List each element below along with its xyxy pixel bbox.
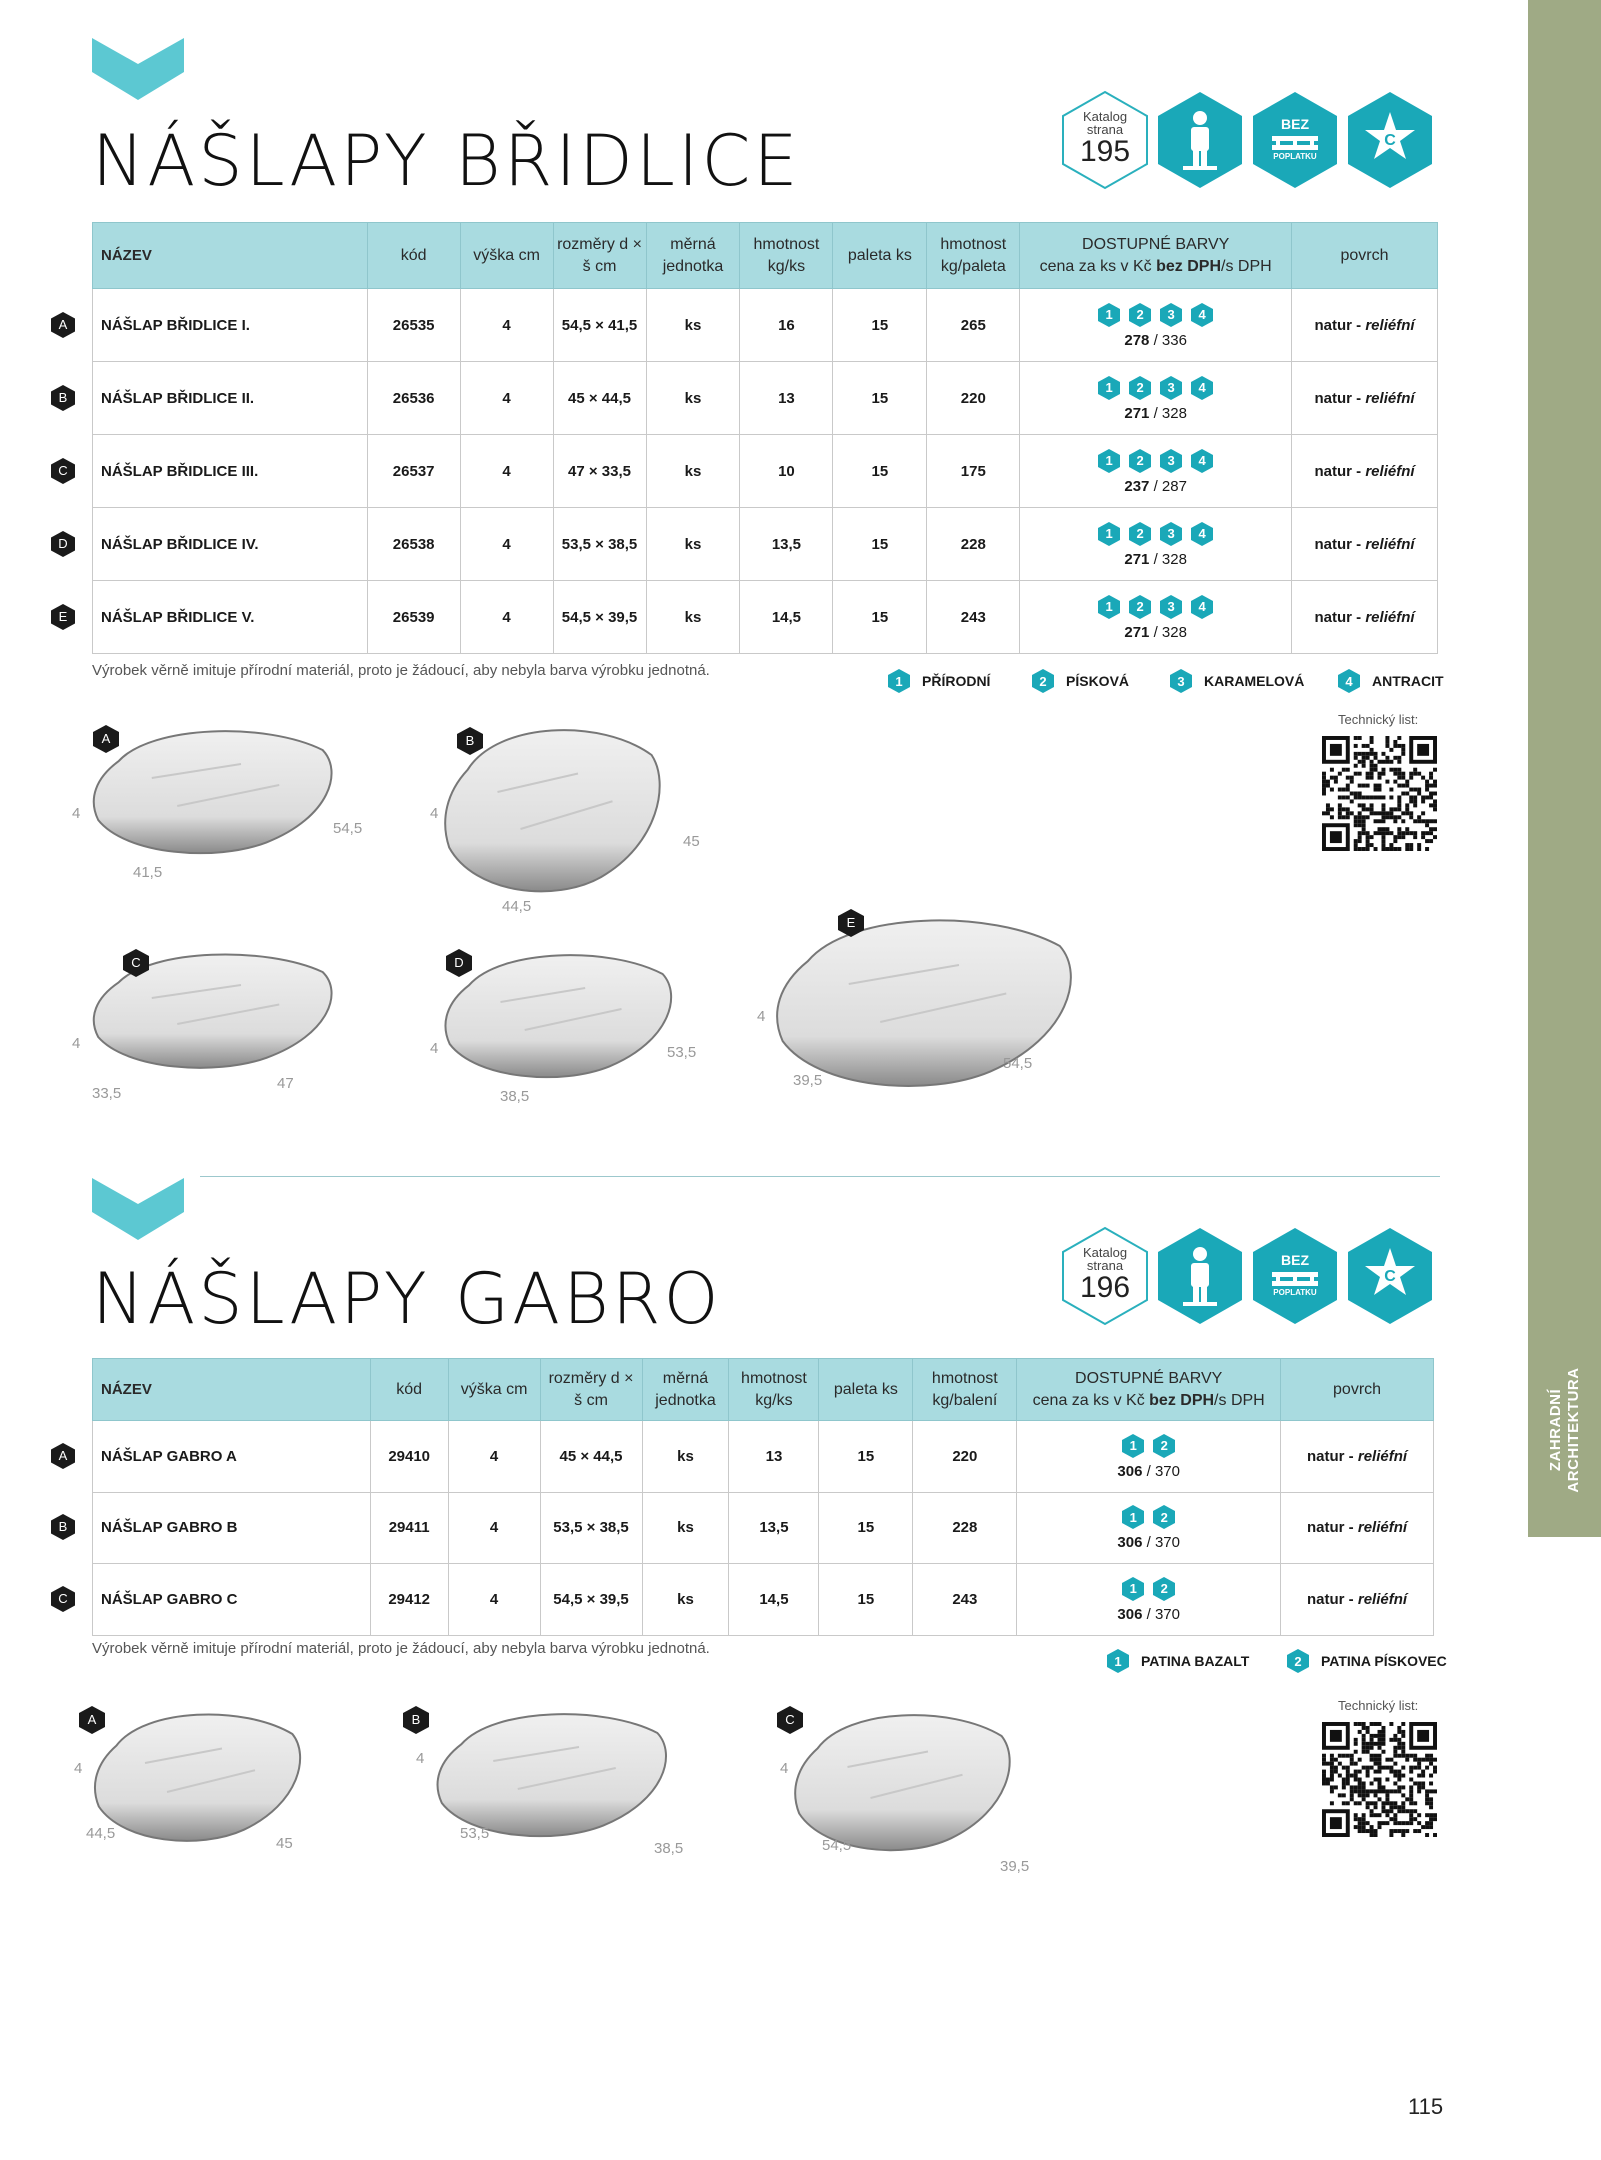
row-letter-badge: B [50,384,76,412]
product-weight: 16 [740,289,833,362]
product-pallet: 15 [819,1421,913,1493]
col-header-hmotnost-baleni: hmotnost kg/balení [913,1359,1017,1421]
product-height: 4 [460,362,553,435]
side-tab [1528,0,1601,1537]
product-height: 4 [460,435,553,508]
page-number: 115 [1408,2094,1444,2119]
tech-sheet-label: Technický list: [1338,1698,1419,1713]
product-dimensions: 54,5 × 41,5 [553,289,646,362]
product-unit: ks [646,289,740,362]
col-header-kod: kód [367,223,460,289]
product-weight: 14,5 [729,1564,819,1636]
dim-height: 4 [780,1760,789,1777]
image-letter-badge: D [445,948,473,978]
color-badge-3: 3 [1158,448,1184,474]
image-letter-badge: B [456,726,484,756]
product-pallet-weight: 220 [927,362,1020,435]
product-code: 26538 [367,508,460,581]
product-surface: natur - reliéfní [1281,1421,1434,1493]
color-badge-2: 2 [1151,1433,1177,1459]
side-tab-label: ZAHRADNÍ ARCHITEKTURA [1546,1367,1582,1493]
dim-width: 53,5 [667,1044,697,1061]
legend-item: 1 PŘÍRODNÍ [886,668,990,694]
product-colors-price: 1 2 3 4 271 / 328 [1020,508,1292,581]
product-height: 4 [460,508,553,581]
table-row [93,1492,1434,1564]
col-header-paleta: paleta ks [833,223,927,289]
col-header-vyska: výška cm [460,223,553,289]
col-header-rozmery: rozměry d × š cm [540,1359,642,1421]
color-badge-4: 4 [1189,521,1215,547]
color-badge-2: 2 [1127,594,1153,620]
product-pallet-weight: 243 [927,581,1020,654]
product-colors-price: 1 2 306 / 370 [1017,1492,1281,1564]
dim-height: 4 [74,1760,83,1777]
product-code: 29411 [370,1492,448,1564]
col-header-paleta: paleta ks [819,1359,913,1421]
color-badge-1: 1 [1096,594,1122,620]
product-colors-price: 1 2 3 4 237 / 287 [1020,435,1292,508]
stone-image [90,1705,310,1850]
col-header-name: NÁZEV [93,1359,371,1421]
product-name: NÁŠLAP GABRO A [93,1421,371,1493]
row-letter-badge: A [50,311,76,339]
col-header-hmotnost-ks: hmotnost kg/ks [740,223,833,289]
product-pallet: 15 [833,508,927,581]
product-unit: ks [642,1421,729,1493]
color-badge-4: 4 [1336,668,1362,694]
col-header-merna: měrná jednotka [646,223,740,289]
product-pallet: 15 [833,362,927,435]
note-text: Výrobek věrně imituje přírodní materiál, proto je žádoucí, aby nebyla barva výrobku jednotná. [92,662,710,679]
color-badge-2: 2 [1151,1504,1177,1530]
row-letter-badge: C [50,1585,76,1613]
dim-width: 47 [277,1075,294,1092]
product-surface: natur - reliéfní [1281,1564,1434,1636]
stone-image [432,1705,677,1845]
row-letter-badge: D [50,530,76,558]
product-colors-price: 1 2 306 / 370 [1017,1421,1281,1493]
dim-height: 4 [757,1008,766,1025]
section-divider [200,1176,1440,1177]
image-letter-badge: A [92,724,120,754]
badge-row-2 [1060,1226,1440,1326]
image-letter-badge: C [122,948,150,978]
dim-height: 4 [72,805,81,822]
table-row [93,362,1438,435]
product-colors-price: 1 2 306 / 370 [1017,1564,1281,1636]
product-code: 26535 [367,289,460,362]
product-name: NÁŠLAP GABRO B [93,1492,371,1564]
dim-depth: 39,5 [793,1072,823,1089]
product-table-bridlice [92,222,1438,654]
legend-item: 1 PATINA BAZALT [1105,1648,1249,1674]
legend-item: 2 PATINA PÍSKOVEC [1285,1648,1447,1674]
product-unit: ks [646,508,740,581]
product-code: 29412 [370,1564,448,1636]
product-code: 29410 [370,1421,448,1493]
stone-image [770,908,1085,1098]
product-surface: natur - reliéfní [1292,435,1438,508]
color-badge-2: 2 [1285,1648,1311,1674]
col-header-povrch: povrch [1281,1359,1434,1421]
product-dimensions: 54,5 × 39,5 [540,1564,642,1636]
product-surface: natur - reliéfní [1292,362,1438,435]
product-dimensions: 53,5 × 38,5 [540,1492,642,1564]
product-dimensions: 47 × 33,5 [553,435,646,508]
col-header-barvy: DOSTUPNÉ BARVY cena za ks v Kč bez DPH/s DPH [1020,223,1292,289]
table-row [93,1564,1434,1636]
dim-depth: 41,5 [133,864,163,881]
dim-depth: 44,5 [502,898,532,915]
catalog-badge: Katalog strana 196 [1060,1226,1150,1326]
dim-depth: 53,5 [460,1825,490,1842]
badge-row-1 [1060,90,1440,190]
section-title-gabro: NÁŠLAPY GABRO [92,1258,722,1340]
color-badge-1: 1 [1096,521,1122,547]
product-surface: natur - reliéfní [1292,508,1438,581]
dim-width: 54,5 [1003,1055,1033,1072]
product-unit: ks [646,362,740,435]
color-badge-4: 4 [1189,375,1215,401]
person-icon [1155,90,1245,190]
product-colors-price: 1 2 3 4 271 / 328 [1020,581,1292,654]
product-pallet: 15 [833,435,927,508]
product-pallet-weight: 220 [913,1421,1017,1493]
color-badge-4: 4 [1189,594,1215,620]
tech-sheet-label: Technický list: [1338,712,1419,727]
c-star-badge: C [1345,1226,1435,1326]
col-header-povrch: povrch [1292,223,1438,289]
dim-width: 39,5 [1000,1858,1030,1875]
image-letter-badge: C [776,1705,804,1735]
color-badge-1: 1 [886,668,912,694]
product-dimensions: 45 × 44,5 [540,1421,642,1493]
legend-item: 4 ANTRACIT [1336,668,1444,694]
color-badge-1: 1 [1120,1433,1146,1459]
catalog-badge: Katalog strana 195 [1060,90,1150,190]
dim-depth: 33,5 [92,1085,122,1102]
product-pallet: 15 [833,581,927,654]
product-pallet-weight: 228 [927,508,1020,581]
dim-depth: 44,5 [86,1825,116,1842]
color-badge-1: 1 [1096,448,1122,474]
product-code: 26539 [367,581,460,654]
product-height: 4 [448,1421,540,1493]
col-header-hmotnost-ks: hmotnost kg/ks [729,1359,819,1421]
col-header-vyska: výška cm [448,1359,540,1421]
dim-height: 4 [416,1750,425,1767]
col-header-merna: měrná jednotka [642,1359,729,1421]
row-letter-badge: E [50,603,76,631]
color-badge-2: 2 [1127,375,1153,401]
color-badge-2: 2 [1151,1576,1177,1602]
product-weight: 14,5 [740,581,833,654]
product-weight: 10 [740,435,833,508]
qr-code-icon[interactable] [1322,1722,1437,1837]
dim-height: 4 [430,1040,439,1057]
color-badge-1: 1 [1096,375,1122,401]
product-weight: 13,5 [740,508,833,581]
image-letter-badge: B [402,1705,430,1735]
color-badge-2: 2 [1127,448,1153,474]
product-pallet-weight: 228 [913,1492,1017,1564]
product-name: NÁŠLAP BŘIDLICE V. [93,581,368,654]
qr-code-icon[interactable] [1322,736,1437,851]
dim-depth: 38,5 [500,1088,530,1105]
stone-image [440,946,682,1086]
col-header-hmotnost-paleta: hmotnost kg/paleta [927,223,1020,289]
product-surface: natur - reliéfní [1292,289,1438,362]
dim-height: 4 [72,1035,81,1052]
product-code: 26537 [367,435,460,508]
product-unit: ks [646,435,740,508]
chevron-icon [92,38,184,100]
image-letter-badge: E [837,908,865,938]
color-badge-3: 3 [1158,375,1184,401]
dim-width: 45 [683,833,700,850]
product-height: 4 [460,289,553,362]
product-dimensions: 53,5 × 38,5 [553,508,646,581]
table-row [93,1421,1434,1493]
color-badge-1: 1 [1120,1504,1146,1530]
product-height: 4 [448,1564,540,1636]
product-dimensions: 45 × 44,5 [553,362,646,435]
col-header-kod: kód [370,1359,448,1421]
c-star-badge: C [1345,90,1435,190]
color-badge-3: 3 [1168,668,1194,694]
note-text: Výrobek věrně imituje přírodní materiál, proto je žádoucí, aby nebyla barva výrobku jednotná. [92,1640,710,1657]
product-pallet-weight: 175 [927,435,1020,508]
product-name: NÁŠLAP BŘIDLICE III. [93,435,368,508]
color-badge-1: 1 [1120,1576,1146,1602]
dim-width: 54,5 [333,820,363,837]
product-pallet-weight: 243 [913,1564,1017,1636]
bez-poplatku-badge: BEZ POPLATKU [1250,90,1340,190]
product-height: 4 [448,1492,540,1564]
product-pallet-weight: 265 [927,289,1020,362]
color-badge-4: 4 [1189,448,1215,474]
bez-poplatku-badge: BEZ POPLATKU [1250,1226,1340,1326]
person-icon [1155,1226,1245,1326]
product-code: 26536 [367,362,460,435]
product-unit: ks [642,1492,729,1564]
table-row [93,289,1438,362]
dim-depth: 54,5 [822,1837,852,1854]
color-badge-2: 2 [1127,521,1153,547]
section-title-bridlice: NÁŠLAPY BŘIDLICE [92,120,801,202]
dim-height: 4 [430,805,439,822]
product-pallet: 15 [833,289,927,362]
chevron-icon [92,1178,184,1240]
product-surface: natur - reliéfní [1281,1492,1434,1564]
table-row [93,581,1438,654]
color-badge-2: 2 [1030,668,1056,694]
image-letter-badge: A [78,1705,106,1735]
stone-image [88,722,343,862]
table-row [93,435,1438,508]
col-header-barvy: DOSTUPNÉ BARVY cena za ks v Kč bez DPH/s DPH [1017,1359,1281,1421]
legend-item: 2 PÍSKOVÁ [1030,668,1129,694]
product-unit: ks [646,581,740,654]
product-name: NÁŠLAP BŘIDLICE I. [93,289,368,362]
product-pallet: 15 [819,1564,913,1636]
product-pallet: 15 [819,1492,913,1564]
dim-width: 38,5 [654,1840,684,1857]
color-badge-3: 3 [1158,521,1184,547]
legend-item: 3 KARAMELOVÁ [1168,668,1304,694]
product-height: 4 [460,581,553,654]
product-weight: 13,5 [729,1492,819,1564]
product-colors-price: 1 2 3 4 271 / 328 [1020,362,1292,435]
product-dimensions: 54,5 × 39,5 [553,581,646,654]
color-badge-4: 4 [1189,302,1215,328]
product-surface: natur - reliéfní [1292,581,1438,654]
product-name: NÁŠLAP BŘIDLICE IV. [93,508,368,581]
color-badge-1: 1 [1096,302,1122,328]
color-badge-3: 3 [1158,302,1184,328]
product-weight: 13 [729,1421,819,1493]
product-name: NÁŠLAP GABRO C [93,1564,371,1636]
row-letter-badge: B [50,1513,76,1541]
col-header-rozmery: rozměry d × š cm [553,223,646,289]
col-header-name: NÁZEV [93,223,368,289]
dim-width: 45 [276,1835,293,1852]
color-badge-2: 2 [1127,302,1153,328]
row-letter-badge: C [50,457,76,485]
product-table-gabro [92,1358,1434,1636]
product-weight: 13 [740,362,833,435]
table-row [93,508,1438,581]
color-badge-1: 1 [1105,1648,1131,1674]
row-letter-badge: A [50,1442,76,1470]
color-badge-3: 3 [1158,594,1184,620]
product-colors-price: 1 2 3 4 278 / 336 [1020,289,1292,362]
product-unit: ks [642,1564,729,1636]
product-name: NÁŠLAP BŘIDLICE II. [93,362,368,435]
